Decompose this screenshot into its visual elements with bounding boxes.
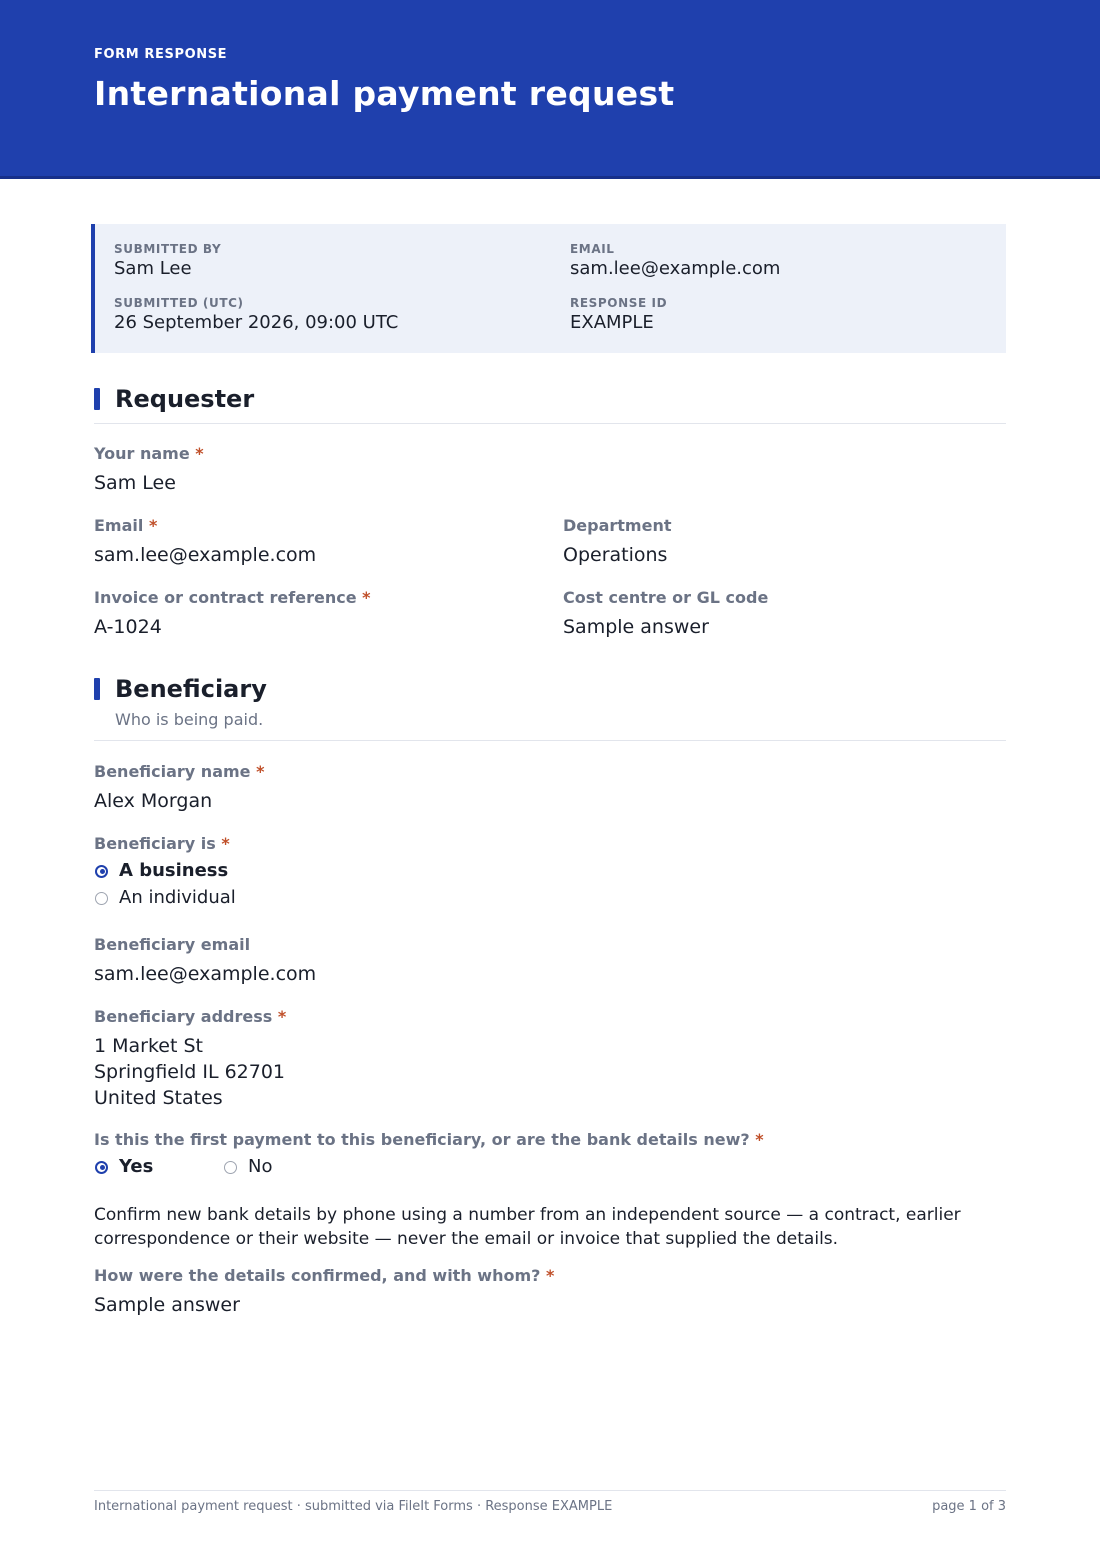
confirmation-label: How were the details confirmed, and with whom? *: [94, 1266, 555, 1285]
beneficiary-section-subtitle: Who is being paid.: [115, 710, 264, 729]
footer-source: International payment request · submitted via FileIt Forms · Response EXAMPLE: [94, 1499, 613, 1514]
email-field: [94, 516, 316, 568]
beneficiary-name-field: [94, 762, 264, 814]
required-marker: *: [362, 588, 371, 607]
reference-value: A-1024: [94, 616, 162, 638]
email-label: Email *: [94, 516, 158, 535]
required-marker: *: [148, 516, 158, 535]
required-marker: *: [755, 1130, 764, 1149]
radio-selected-icon: [95, 865, 108, 878]
beneficiary-email-field: [94, 935, 316, 987]
response-id: [570, 295, 667, 335]
radio-label: No: [248, 1156, 273, 1177]
beneficiary-type-business-option[interactable]: [95, 859, 228, 883]
cost-centre-value: Sample answer: [563, 616, 709, 638]
cost-centre-field: [563, 588, 768, 640]
response-id-label: RESPONSE ID: [570, 296, 668, 310]
your-name-label: Your name *: [94, 444, 204, 463]
radio-label: A business: [119, 860, 229, 881]
beneficiary-type-individual-option[interactable]: [95, 886, 236, 910]
required-marker: *: [256, 762, 265, 781]
submitted-by-value: Sam Lee: [114, 258, 192, 279]
address-line-3: United States: [94, 1087, 223, 1109]
beneficiary-name-value: Alex Morgan: [94, 790, 213, 812]
submitted-utc-value: 26 September 2026, 09:00 UTC: [114, 312, 399, 333]
first-payment-field: [94, 1130, 764, 1150]
department-label: Department: [563, 516, 672, 535]
submitter-email: [570, 241, 780, 281]
submitted-utc-label: SUBMITTED (UTC): [114, 296, 244, 310]
page-title: International payment request: [94, 74, 675, 113]
your-name-value: Sam Lee: [94, 472, 176, 494]
reference-label: Invoice or contract reference *: [94, 588, 371, 607]
email-value: sam.lee@example.com: [94, 544, 317, 566]
radio-unselected-icon: [224, 1161, 237, 1174]
beneficiary-section-header: [94, 674, 1006, 741]
cost-centre-label: Cost centre or GL code: [563, 588, 769, 607]
address-line-2: Springfield IL 62701: [94, 1061, 286, 1083]
department-field: [563, 516, 671, 568]
verification-note: Confirm new bank details by phone using a number from an independent source — a contract, earlier correspondence or their website — never the email or invoice that supplied the details.: [94, 1205, 961, 1249]
page-footer: [94, 1490, 1006, 1514]
requester-section-header: [94, 384, 1006, 424]
beneficiary-email-label: Beneficiary email: [94, 935, 251, 954]
radio-selected-icon: [95, 1161, 108, 1174]
submitted-by: [114, 241, 221, 281]
page-header: [0, 0, 1100, 179]
beneficiary-email-value: sam.lee@example.com: [94, 963, 317, 985]
section-accent-bar: [94, 678, 100, 700]
beneficiary-type-field: [94, 834, 230, 854]
required-marker: *: [545, 1266, 555, 1285]
beneficiary-address-label: Beneficiary address *: [94, 1007, 287, 1026]
radio-label: Yes: [119, 1156, 154, 1177]
required-marker: *: [221, 834, 230, 853]
required-marker: *: [277, 1007, 287, 1026]
department-value: Operations: [563, 544, 668, 566]
first-payment-label: Is this the first payment to this beneficiary, or are the bank details new? *: [94, 1130, 764, 1149]
reference-field: [94, 588, 371, 640]
requester-section-title: Requester: [115, 385, 255, 413]
form-response-kicker: FORM RESPONSE: [94, 47, 228, 62]
response-id-value: EXAMPLE: [570, 312, 654, 333]
radio-unselected-icon: [95, 892, 108, 905]
beneficiary-address-field: [94, 1007, 286, 1111]
first-payment-yes-option[interactable]: [95, 1155, 153, 1179]
page-number: page 1 of 3: [932, 1499, 1006, 1514]
confirmation-field: [94, 1266, 554, 1318]
first-payment-no-option[interactable]: [224, 1155, 272, 1179]
beneficiary-type-label: Beneficiary is *: [94, 834, 230, 853]
submission-meta-panel: [91, 224, 1006, 353]
address-line-1: 1 Market St: [94, 1035, 203, 1057]
section-accent-bar: [94, 388, 100, 410]
submitted-utc: [114, 295, 398, 335]
radio-label: An individual: [119, 887, 236, 908]
required-marker: *: [195, 444, 204, 463]
submitter-email-value: sam.lee@example.com: [570, 258, 781, 279]
your-name-field: [94, 444, 204, 496]
beneficiary-name-label: Beneficiary name *: [94, 762, 265, 781]
confirmation-value: Sample answer: [94, 1294, 240, 1316]
submitted-by-label: SUBMITTED BY: [114, 242, 222, 256]
beneficiary-section-title: Beneficiary: [115, 675, 267, 703]
submitter-email-label: EMAIL: [570, 242, 615, 256]
